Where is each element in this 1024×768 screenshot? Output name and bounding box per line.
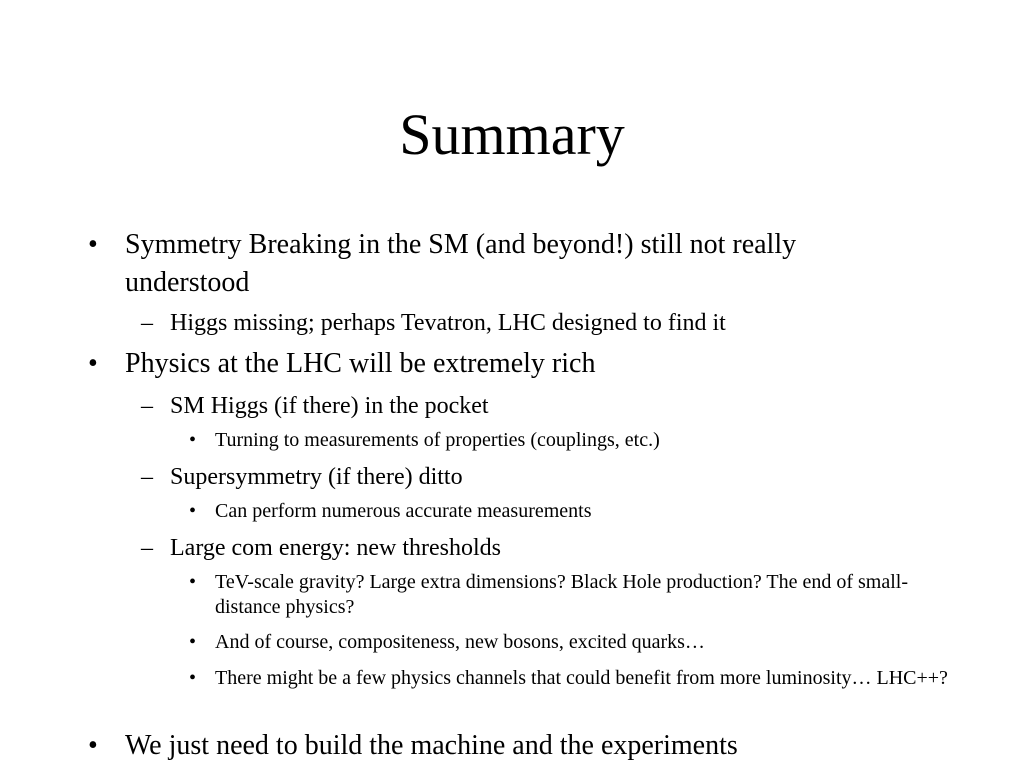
sub-bullet-higgs-missing [141,307,941,339]
bullet-marker: • [189,500,197,522]
sub-sub-bullet-measurements [189,428,949,453]
bullet-marker: • [189,631,197,653]
bullet-build-machine [88,727,924,765]
sub-bullet-text: Higgs missing; perhaps Tevatron, LHC designed to find it [170,310,726,336]
sub-sub-bullet-tev-gravity [189,570,949,620]
dash-marker: – [141,310,153,336]
sub-sub-bullet-text: There might be a few physics channels that could benefit from more luminosity… LHC++? [215,667,948,689]
bullet-marker: • [189,667,197,689]
sub-sub-bullet-luminosity [189,666,949,691]
dash-marker: – [141,464,153,490]
sub-bullet-supersymmetry [141,461,941,493]
sub-sub-bullet-text: And of course, compositeness, new bosons, excited quarks… [215,631,705,653]
bullet-marker: • [189,571,197,593]
sub-sub-bullet-compositeness [189,630,949,655]
sub-bullet-text: Supersymmetry (if there) ditto [170,464,463,490]
bullet-marker: • [88,229,98,260]
sub-bullet-text: Large com energy: new thresholds [170,535,502,561]
bullet-text: Symmetry Breaking in the SM (and beyond!) still not really understood [125,229,797,298]
bullet-symmetry-breaking [88,226,924,302]
bullet-marker: • [189,429,197,451]
sub-sub-bullet-accurate [189,499,949,524]
sub-bullet-com-energy [141,532,941,564]
sub-sub-bullet-text: Can perform numerous accurate measurements [215,500,592,522]
sub-bullet-text: SM Higgs (if there) in the pocket [170,393,489,419]
dash-marker: – [141,393,153,419]
bullet-marker: • [88,730,98,761]
sub-sub-bullet-text: TeV-scale gravity? Large extra dimensions? Black Hole production? The end of small-distance physics? [215,571,909,618]
slide-title: Summary [399,102,625,167]
bullet-text: We just need to build the machine and the experiments [125,730,738,761]
bullet-marker: • [88,348,98,379]
dash-marker: – [141,535,153,561]
sub-sub-bullet-text: Turning to measurements of properties (couplings, etc.) [215,429,660,451]
bullet-text: Physics at the LHC will be extremely rich [125,348,596,379]
sub-bullet-sm-higgs [141,390,941,422]
bullet-physics-lhc [88,345,924,383]
